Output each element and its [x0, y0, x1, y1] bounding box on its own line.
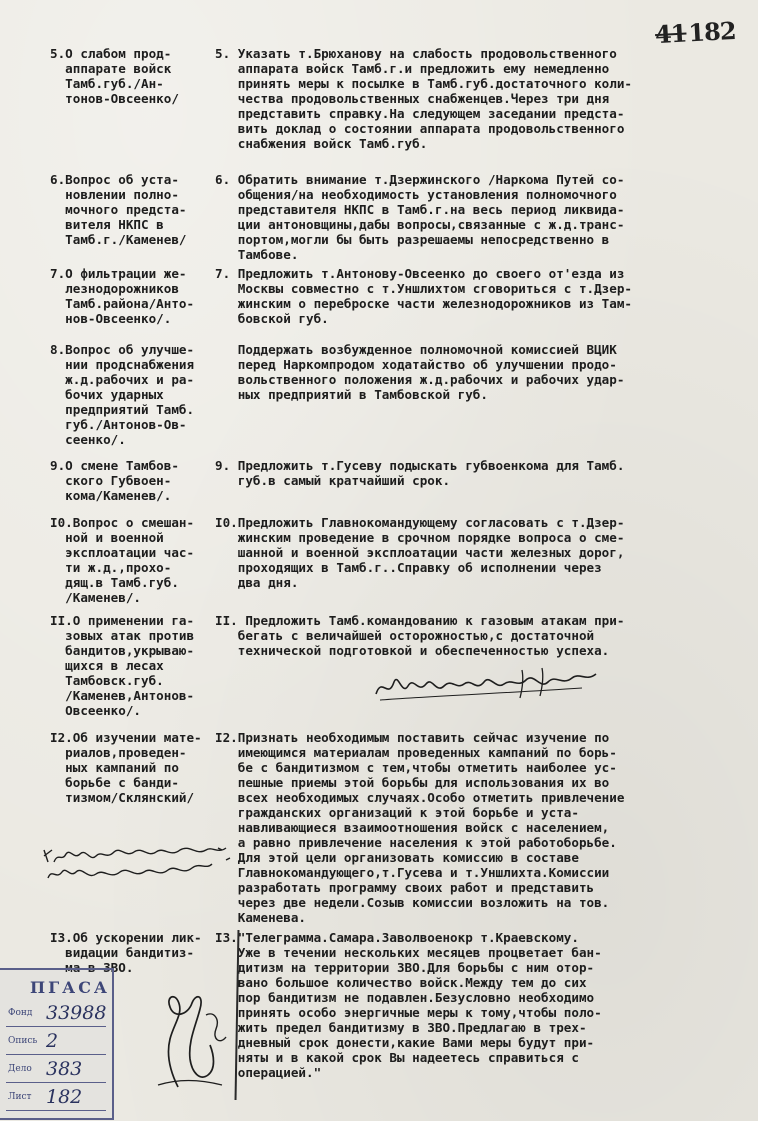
handwritten-signature-item-11 [372, 660, 602, 708]
handwritten-margin-note-item-12 [40, 840, 240, 890]
item-decision: I3."Телеграмма.Самара.Заволвоенокр т.Краевскому. Уже в течении нескольких месяцев процветает бан- дитизм на территории ЗВО.Для борьбы с ним отор- вано большое количество войск.Между тем до сих пор бандитизм не подавлен.Безусловно необходимо принять особо энергичные меры к тому,чтобы поло- жить предел бандитизму в ЗВО.Предлагаю в трех- дневный срок донести,какие Вами меры будут при- няты и в какой срок Вы надеетесь справиться с операцией." [215, 930, 602, 1080]
page-number [655, 16, 737, 49]
stamp-label: Опись [8, 1036, 38, 1046]
item-subject: 5.О слабом прод- аппарате войск Тамб.губ./Ан- тонов-Овсеенко/ [50, 46, 179, 106]
stamp-value: 182 [46, 1086, 83, 1108]
handwritten-signature-item-13 [148, 975, 238, 1095]
archive-stamp [0, 968, 114, 1120]
stamp-row-delo [6, 1060, 106, 1083]
item-decision: 7. Предложить т.Антонову-Овсеенко до своего от'езда из Москвы совместно с т.Уншлихтом сговориться с т.Дзер- жинским о переброске части железнодорожников из Там- бовской губ. [215, 266, 633, 326]
item-subject: I2.Об изучении мате- риалов,проведен- ных кампаний по борьбе с банди- тизмом/Склянский/ [50, 730, 202, 805]
item-subject: 6.Вопрос об уста- новлении полно- мочного предста- вителя НКПС в Тамб.г./Каменев/ [50, 172, 187, 247]
stamp-label: Дело [8, 1064, 32, 1074]
item-decision: 5. Указать т.Брюханову на слабость продовольственного аппарата войск Тамб.г.и предложить ему немедленно принять меры к посылке в Тамб.губ.достаточного коли- чества продовольственных снабженцев.Через три дня представить справку.На следующем заседании предста- вить доклад о состоянии аппарата продовольственного снабжения войск Тамб.губ. [215, 46, 633, 151]
item-subject: I0.Вопрос о смешан- ной и военной эксплоатации час- ти ж.д.,прохо- дящ.в Тамб.губ. /Каменев/. [50, 515, 195, 605]
stamp-value: 2 [46, 1030, 59, 1052]
item-decision: I2.Признать необходимым поставить сейчас изучение по имеющимся материалам проведенных кампаний по борь- бе с бандитизмом с тем,чтобы отметить наиболее ус- пешные приемы этой борьбы для использования их во всех необходимых случаях.Особо отметить привлечение гражданских организаций к этой борьбе и уста- навливающиеся взаимоотношения войск с населением, а равно привлечение населения к этой работоборьбе. Для этой цели организовать комиссию в составе Главнокомандующего,т.Гусева и т.Уншлихта.Комиссии разработать программу своих работ и представить через две недели.Созыв комиссии возложить на тов. Каменева. [215, 730, 625, 925]
stamp-row-list [6, 1088, 106, 1111]
stamp-value: 383 [46, 1058, 83, 1080]
stamp-row-fond [6, 1004, 106, 1027]
item-decision: 9. Предложить т.Гусеву подыскать губвоенкома для Тамб. губ.в самый кратчайший срок. [215, 458, 625, 488]
item-decision: II. Предложить Тамб.командованию к газовым атакам при- бегать с величайшей осторожностью,с достаточной технической подготовкой и обеспеченностью успеха. [215, 613, 625, 658]
stamp-label: Фонд [8, 1008, 33, 1018]
page-number-struck: 41 [654, 18, 688, 50]
item-subject: 9.О смене Тамбов- ского Губвоен- кома/Каменев/. [50, 458, 179, 503]
item-subject: 8.Вопрос об улучше- нии продснабжения ж.д.рабочих и ра- бочих ударных предприятий Тамб. губ./Антонов-Ов- сеенко/. [50, 342, 195, 447]
item-decision: Поддержать возбужденное полномочной комиссией ВЦИК перед Наркомпродом ходатайство об улучшении продо- вольственного положения ж.д.рабочих и рабочих удар- ных предприятий в Тамбовской губ. [237, 342, 625, 402]
stamp-value: 33988 [46, 1002, 107, 1024]
stamp-row-opis [6, 1032, 106, 1055]
page-number-current: 182 [688, 15, 737, 48]
item-subject: I3.Об ускорении лик- видации бандитиз- ма в ЗВО. [50, 930, 202, 975]
stamp-label: Лист [8, 1092, 32, 1102]
item-subject: II.О применении га- зовых атак против бандитов,укрываю- щихся в лесах Тамбовск.губ. /Каменев,Антонов- Овсеенко/. [50, 613, 195, 718]
item-subject: 7.О фильтрации же- лезнодорожников Тамб.района/Анто- нов-Овсеенко/. [50, 266, 195, 326]
stamp-title: ПГАСА [30, 978, 110, 997]
item-decision: I0.Предложить Главнокомандующему согласовать с т.Дзер- жинским проведение в срочном порядке вопроса о сме- шанной и военной эксплоатации части железных дорог, проходящих в Тамб.г..Справку об исполнении через два дня. [215, 515, 625, 590]
item-decision: 6. Обратить внимание т.Дзержинского /Наркома Путей со- общения/на необходимость установления полномочного представителя НКПС в Тамб.г.на весь период ликвида- ции антоновщины,дабы вопросы,связанные с ж.д.транс- портом,могли бы быть разрешаемы непосредственно в Тамбове. [215, 172, 625, 262]
